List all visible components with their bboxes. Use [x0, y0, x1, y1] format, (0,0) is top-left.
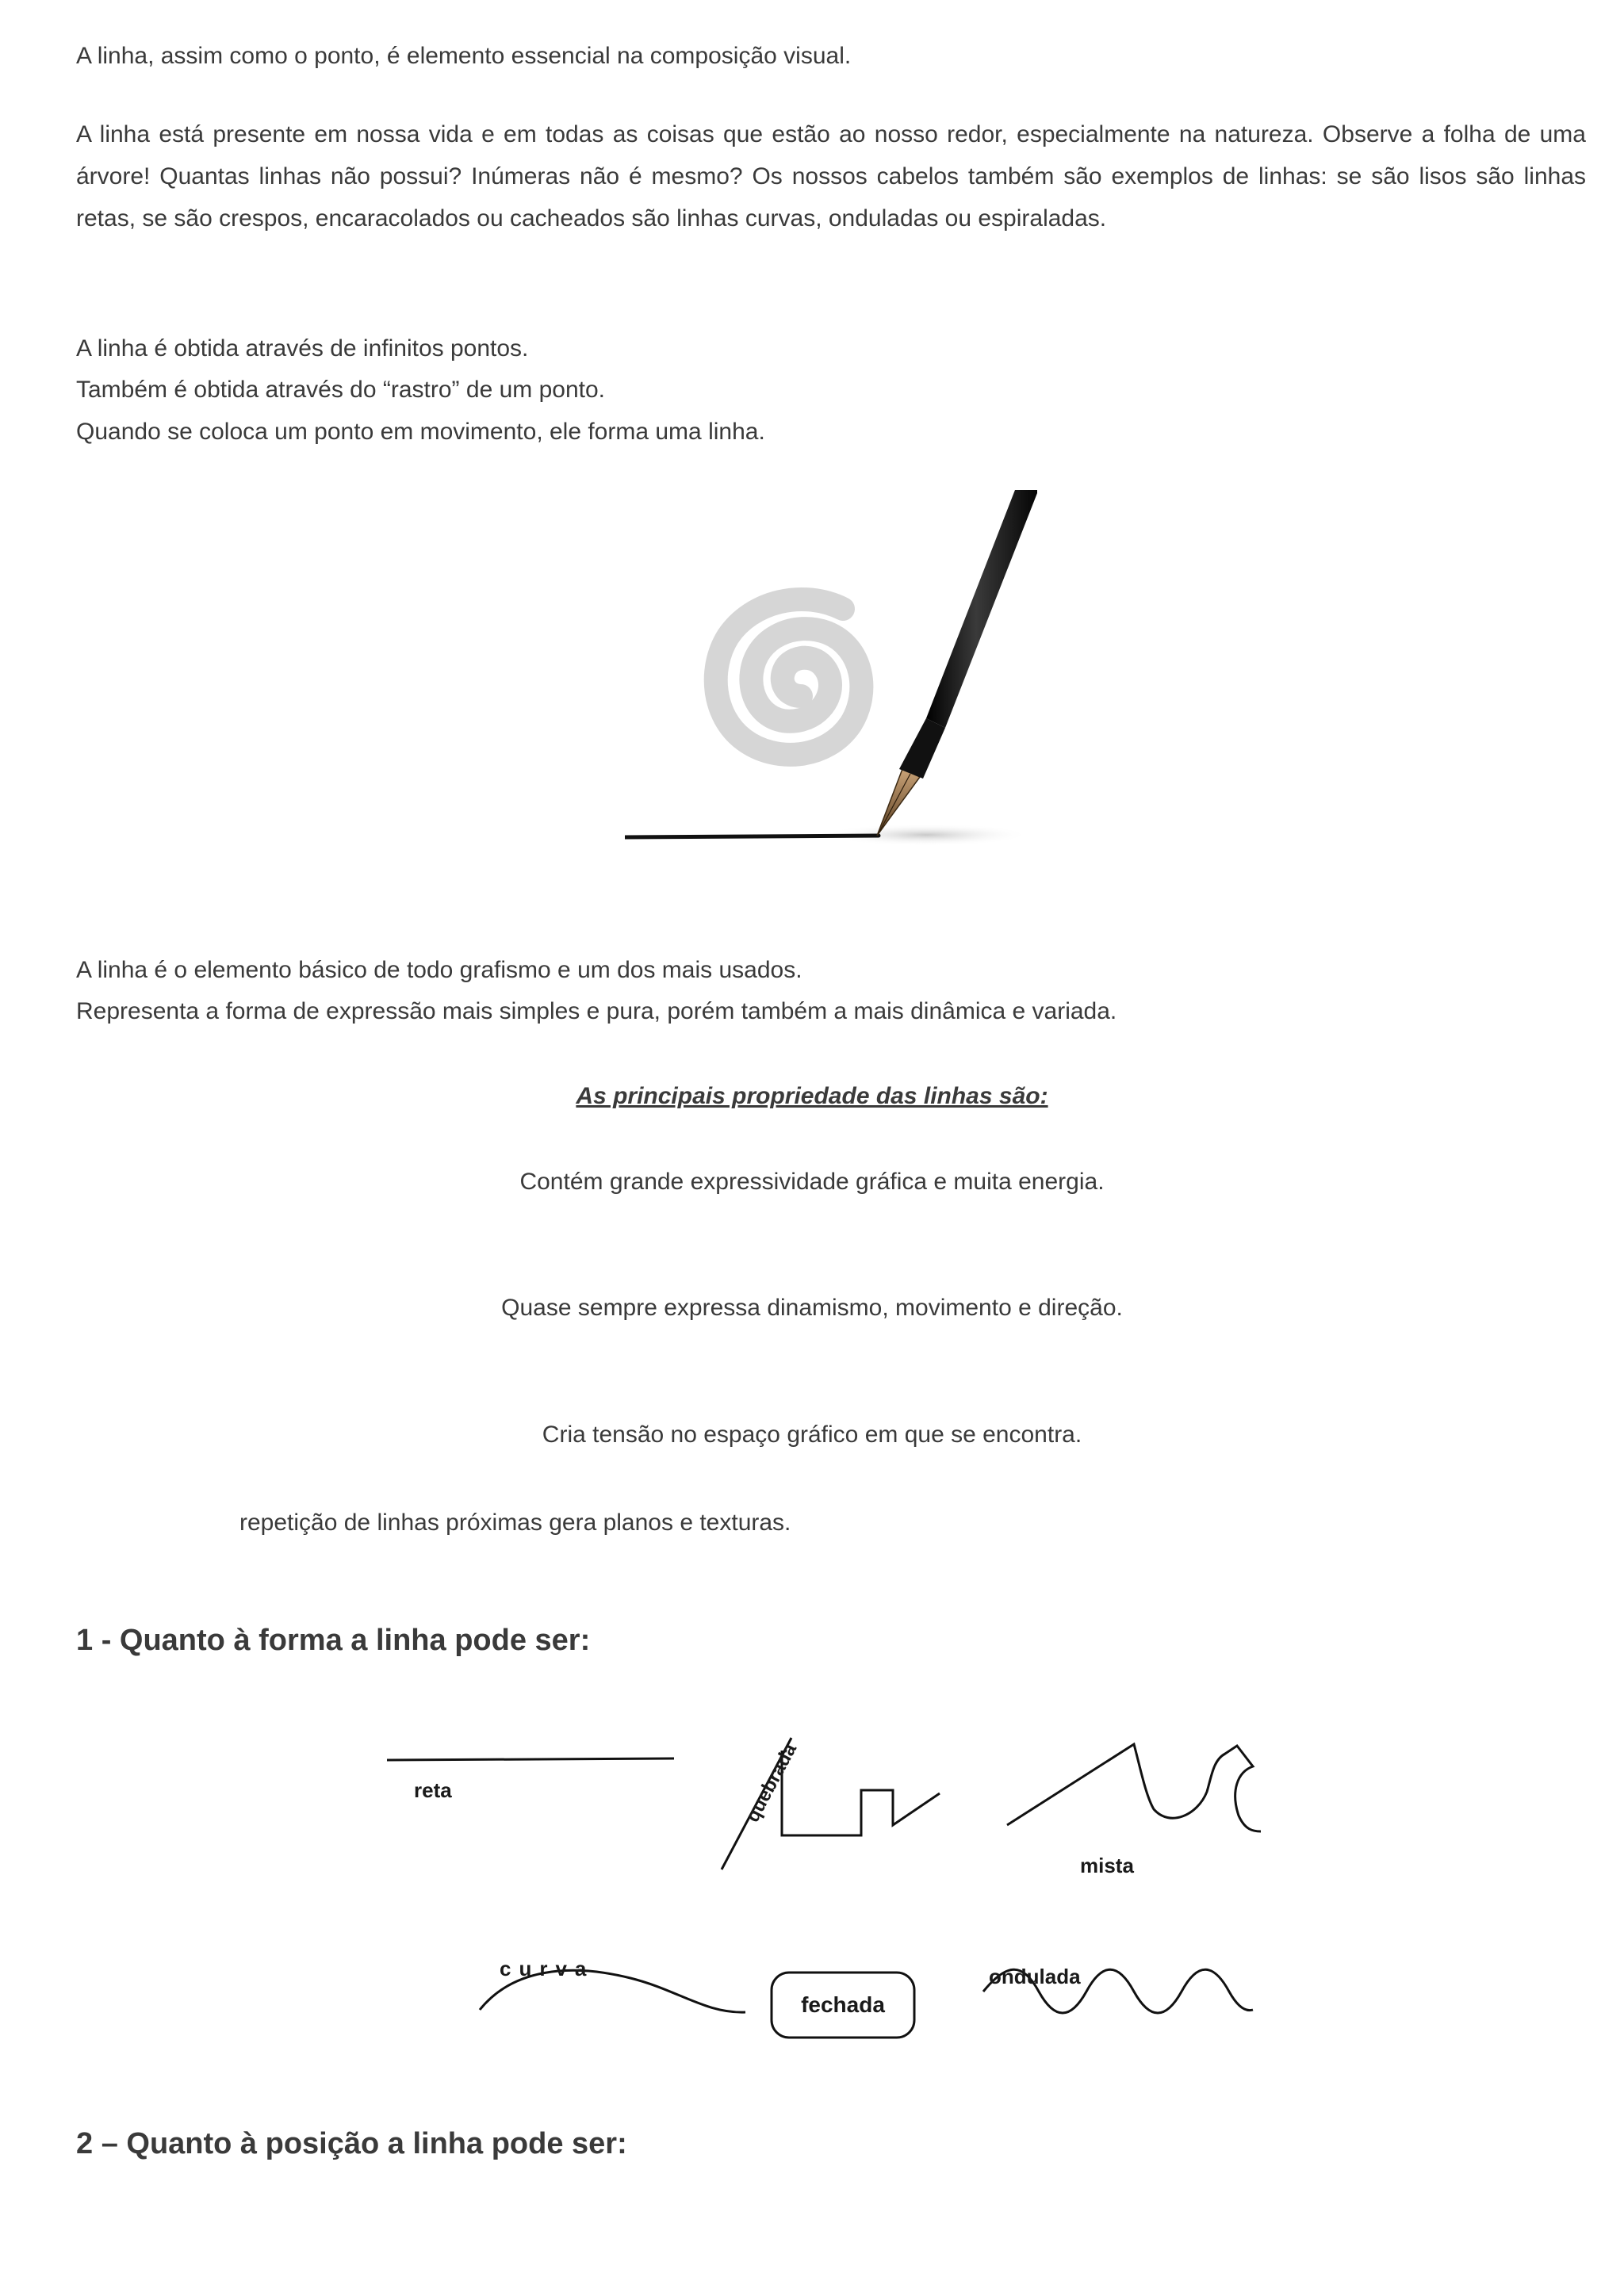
properties-heading — [0, 1081, 1624, 1112]
curva-label: curva — [500, 1957, 595, 1980]
ondulada-label: ondulada — [989, 1965, 1081, 1988]
fechada-label: fechada — [801, 1992, 885, 2017]
line-types-diagram — [373, 1697, 1293, 2061]
intro-text: A linha, assim como o ponto, é elemento essencial na composição visual. — [76, 43, 852, 69]
pen-spiral-illustration — [625, 490, 1037, 863]
mista-label: mista — [1080, 1854, 1134, 1877]
fechada-shape — [772, 1973, 914, 2038]
section-1-title: 1 - Quanto à forma a linha pode ser: — [76, 1624, 591, 1657]
mista-line — [1007, 1744, 1261, 1877]
quebrada-line — [722, 1738, 940, 1869]
basic-line-1: A linha é o elemento básico de todo grafismo e um dos mais usados. — [76, 957, 802, 983]
quebrada-label: quebrada — [741, 1739, 802, 1826]
paragraph-nature: A linha está presente em nossa vida e em todas as coisas que estão ao nosso redor, especialmente na natureza. Observe a folha de uma árvore! Quantas linhas não possui? Inúmeras não é mesmo? Os nossos cabelos também são exemplos de linhas: se são lisos são linhas retas, se são crespos, encaracolados ou cacheados são linhas curvas, onduladas ou espiraladas. — [76, 121, 1586, 232]
properties-heading-text: As principais propriedade das linhas são: — [576, 1083, 1048, 1109]
points-line-2: Também é obtida através do “rastro” de um ponto. — [76, 377, 606, 403]
points-line-1: A linha é obtida através de infinitos pontos. — [76, 335, 529, 362]
curva-line — [480, 1957, 745, 2012]
property-3: Cria tensão no espaço gráfico em que se encontra. — [542, 1422, 1082, 1448]
reta-line — [387, 1758, 674, 1802]
points-line-3: Quando se coloca um ponto em movimento, ele forma uma linha. — [76, 419, 765, 445]
ondulada-line — [983, 1965, 1253, 2013]
basic-line-2: Representa a forma de expressão mais simples e pura, porém também a mais dinâmica e variada. — [76, 998, 1117, 1024]
section-2-title: 2 – Quanto à posição a linha pode ser: — [76, 2127, 627, 2160]
reta-label: reta — [414, 1778, 452, 1802]
property-1: Contém grande expressividade gráfica e muita energia. — [519, 1169, 1105, 1195]
property-2: Quase sempre expressa dinamismo, movimento e direção. — [501, 1295, 1123, 1321]
property-4: repetição de linhas próximas gera planos e texturas. — [239, 1510, 791, 1536]
